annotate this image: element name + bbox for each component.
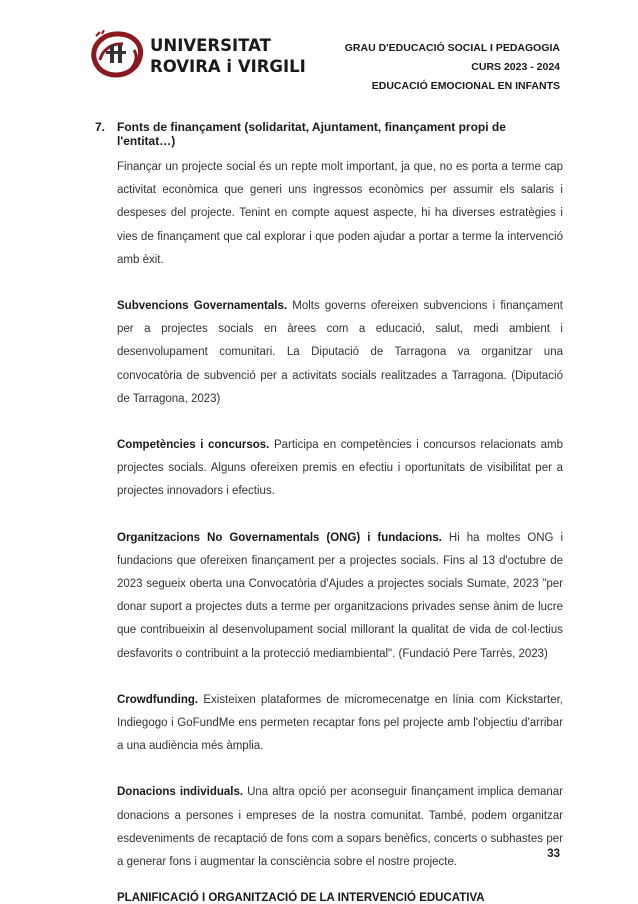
next-section-title: PLANIFICACIÓ I ORGANITZACIÓ DE LA INTERVENCIÓ EDUCATIVA: [117, 892, 485, 904]
paragraph-text: Una altra opció per aconseguir finançament implica demanar donacions a persones i empreses de la nostra comunitat. També, podem organitzar esdeveniments de recaptació de fons com a sopars benèfics, concerts o subhastes per a generar fons i augmentar la consciència sobre el nostre projecte.: [117, 786, 563, 869]
paragraph-title: Subvencions Governamentals.: [117, 300, 288, 313]
paragraph-donacions: [117, 781, 563, 874]
paragraph-subvencions: [117, 295, 563, 411]
paragraph-text: Participa en competències i concursos relacionats amb projectes socials. Alguns ofereixen premis en efectiu i oportunitats de visibilitat per a projectes innovadors i efectius.: [117, 439, 563, 498]
university-name-line2: ROVIRA i VIRGILI: [150, 57, 306, 76]
university-name-line1: UNIVERSITAT: [150, 36, 271, 55]
section-number: 7.: [95, 120, 106, 134]
document-header: [345, 39, 560, 96]
paragraph-title: Organitzacions No Governamentals (ONG) i fundacions.: [117, 531, 442, 544]
section-title: Fonts de finançament (solidaritat, Ajuntament, finançament propi de l'entitat…): [117, 120, 506, 148]
paragraph-title: Crowdfunding.: [117, 693, 199, 706]
subject-title: EDUCACIÓ EMOCIONAL EN INFANTS: [371, 80, 560, 92]
course-year: CURS 2023 - 2024: [471, 61, 560, 73]
paragraph-title: Donacions individuals.: [117, 786, 244, 799]
university-logo: [90, 30, 146, 80]
paragraph-competencies: [117, 434, 563, 504]
university-name: [150, 35, 306, 77]
paragraph-text: Existeixen plataformes de micromecenatge en línia com Kickstarter, Indiegogo i GoFundMe ens permeten recaptar fons pel projecte amb l'objectiu d'arribar a una audiència més àmplia.: [117, 693, 563, 753]
degree-title: GRAU D'EDUCACIÓ SOCIAL I PEDAGOGIA: [344, 42, 560, 54]
paragraph-title: Competències i concursos.: [117, 439, 270, 452]
page-number: 33: [547, 848, 560, 860]
paragraph-text: Molts governs ofereixen subvencions i finançament per a projectes socials en àrees com a educació, salut, medi ambient i desenvolupament comunitari. La Diputació de Tarragona va organitzar una convocatòria de subvenció per a activitats socials realitzades a Tarragona. (Diputació de Tarragona, 2023): [117, 300, 563, 405]
paragraph-text: Hi ha moltes ONG i fundacions que ofereixen finançament per a projectes socials. Fins al 13 d'octubre de 2023 segueix oberta una Convocatòria d'Ajudes a projectes socials Sumate, 2023 "per donar suport a projectes duts a terme per organitzacions privades sense ànim de lucre que contribueixin al desenvolupament social millorant la qualitat de vida de col·lectius desfavorits o contribuint a la protecció mediambiental". (Fundació Pere Tarrès, 2023): [117, 531, 564, 660]
paragraph-crowdfunding: [117, 689, 563, 759]
intro-paragraph: Finançar un projecte social és un repte molt important, ja que, no es porta a terme cap activitat econòmica que generi uns ingressos econòmics per assumir els salaris i despeses del projecte. Tenint en compte aquest aspecte, hi ha diverses estratègies i vies de finançament que cal explorar i que poden ajudar a portar a terme la intervenció amb èxit.: [117, 161, 563, 266]
page-content: [95, 120, 563, 904]
paragraph-ong: [117, 527, 563, 666]
section-heading: [95, 120, 563, 148]
